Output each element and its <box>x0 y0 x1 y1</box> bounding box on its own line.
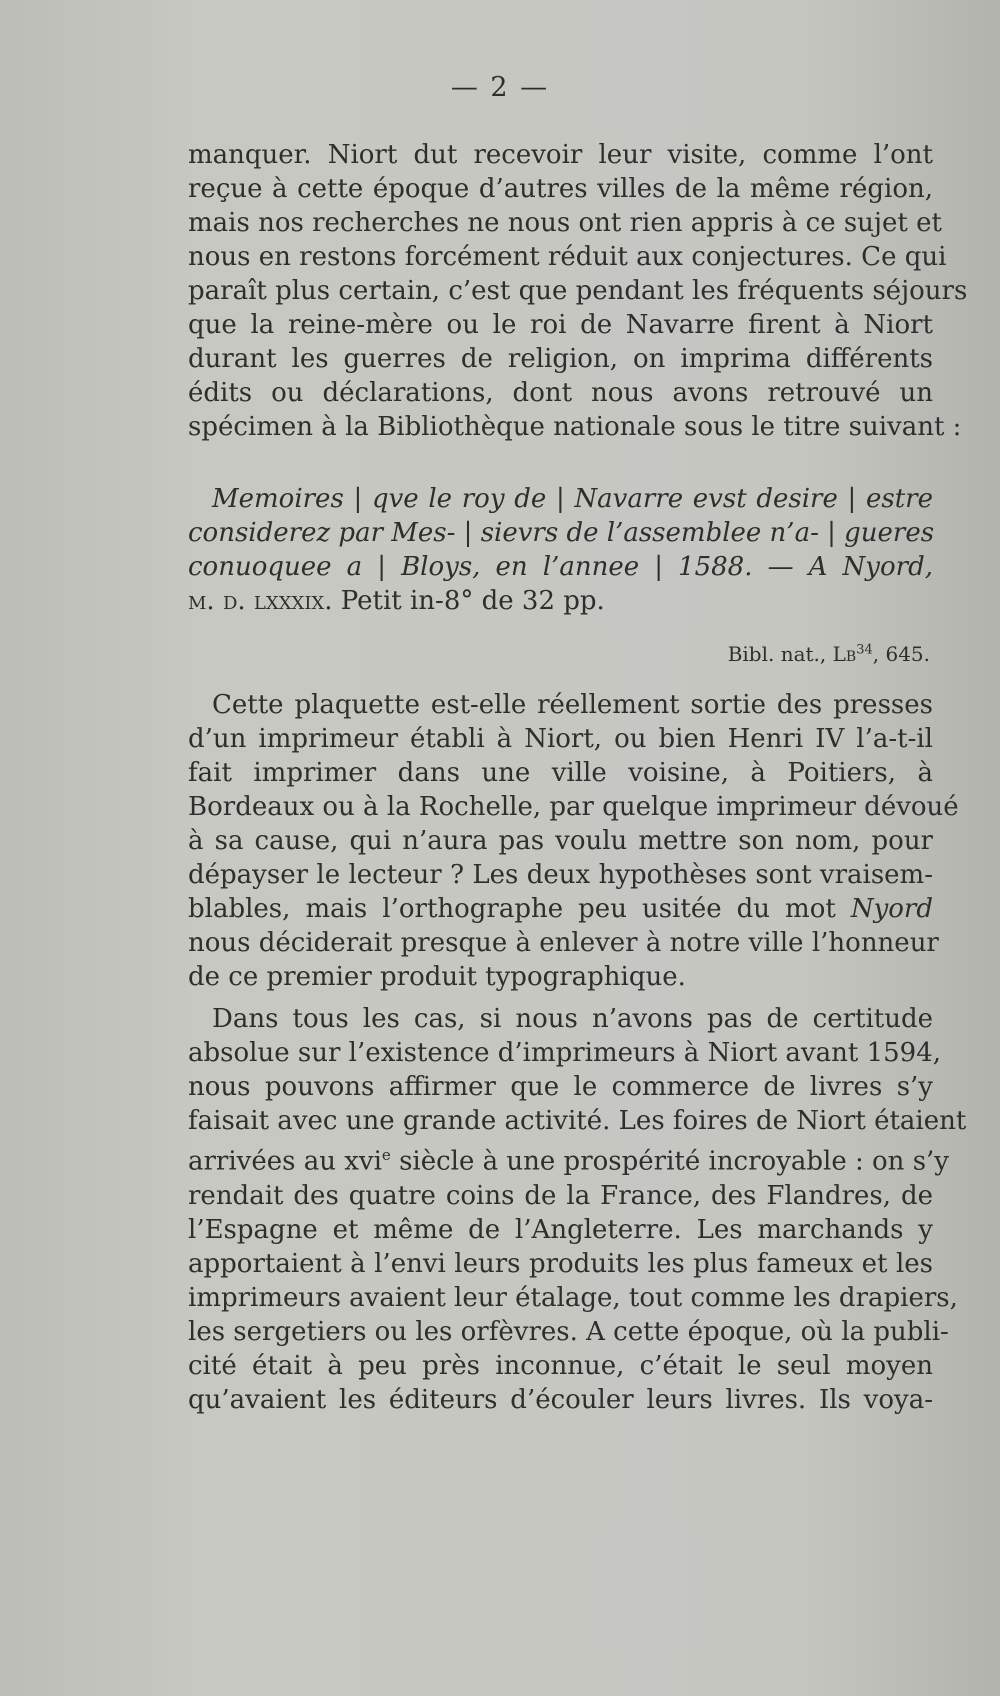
text-line: les sergetiers ou les orfèvres. A cette époque, où la publi- <box>188 1316 949 1347</box>
reference-num: , 645. <box>872 642 930 666</box>
text-line: nous déciderait presque à enlever à notre ville l’honneur <box>188 928 939 958</box>
text-line: manquer. Niort dut recevoir leur visite, comme l’ont <box>188 140 933 170</box>
text-line: l’Espagne et même de l’Angleterre. Les marchands y <box>188 1214 933 1245</box>
century-superscript: e <box>381 1146 391 1164</box>
text-line: Bordeaux ou à la Rochelle, par quelque imprimeur dévoué <box>188 792 959 822</box>
text-line <box>188 1138 949 1179</box>
text-line: qu’avaient les éditeurs d’écouler leurs livres. Ils voya- <box>188 1384 933 1415</box>
text-line: édits ou déclarations, dont nous avons retrouvé un <box>188 378 933 408</box>
text-line: apportaient à l’envi leurs produits les plus fameux et les <box>188 1248 933 1279</box>
text-line: mais nos recherches ne nous ont rien appris à ce sujet et <box>188 208 942 238</box>
page-number: — 2 — <box>450 72 550 103</box>
text-line: durant les guerres de religion, on imprima différents <box>188 344 933 374</box>
text-line: reçue à cette époque d’autres villes de la même région, <box>188 174 933 204</box>
text-fragment: arrivées au xvi <box>188 1146 382 1177</box>
emphasized-word: Nyord <box>850 894 933 924</box>
citation-line: Memoires | qve le roy de | Navarre evst desire | estre <box>212 484 933 514</box>
text-line: rendait des quatre coins de la France, des Flandres, de <box>188 1180 933 1211</box>
paragraph-2 <box>188 688 959 994</box>
citation-date: m. d. lxxxix. <box>188 586 333 616</box>
text-line: Dans tous les cas, si nous n’avons pas de certitude <box>212 1004 933 1034</box>
reference-lb: Lb <box>832 642 857 666</box>
text-line: imprimeurs avaient leur étalage, tout comme les drapiers, <box>188 1282 958 1313</box>
text-line: faisait avec une grande activité. Les foires de Niort étaient <box>188 1106 967 1136</box>
library-reference <box>728 642 930 666</box>
text-line: paraît plus certain, c’est que pendant les fréquents séjours <box>188 276 968 306</box>
text-line: spécimen à la Bibliothèque nationale sous le titre suivant : <box>188 412 962 442</box>
text-line: Cette plaquette est-elle réellement sortie des presses <box>212 690 933 720</box>
paragraph-3 <box>188 1002 967 1417</box>
bibliographic-citation <box>188 482 933 618</box>
citation-line <box>188 584 933 618</box>
paragraph-1 <box>188 138 968 444</box>
text-line: dépayser le lecteur ? Les deux hypothèses sont vraisem- <box>188 860 933 890</box>
text-fragment: siècle à une prospérité incroyable : on s’y <box>390 1146 949 1177</box>
text-line: de ce premier produit typographique. <box>188 962 686 992</box>
citation-line: considerez par Mes- | sievrs de l’assemblee n’a- | gueres <box>188 518 935 548</box>
citation-line: conuoquee a | Bloys, en l’annee | 1588. — A Nyord, <box>188 552 933 582</box>
text-line: nous pouvons affirmer que le commerce de livres s’y <box>188 1072 933 1102</box>
citation-format: Petit in-8° de 32 pp. <box>332 586 605 616</box>
reference-text: Bibl. nat., <box>727 642 833 666</box>
reference-sup: 34 <box>856 642 873 658</box>
text-line: que la reine-mère ou le roi de Navarre firent à Niort <box>188 310 933 340</box>
text-line: cité était à peu près inconnue, c’était le seul moyen <box>188 1350 933 1381</box>
text-line: d’un imprimeur établi à Niort, ou bien Henri IV l’a-t-il <box>188 724 933 754</box>
text-line: nous en restons forcément réduit aux conjectures. Ce qui <box>188 242 947 272</box>
text-line: blables, mais l’orthographe peu usitée du mot Nyord <box>188 894 933 924</box>
text-line: fait imprimer dans une ville voisine, à Poitiers, à <box>188 758 933 788</box>
text-line: à sa cause, qui n’aura pas voulu mettre son nom, pour <box>188 826 933 856</box>
text-line: absolue sur l’existence d’imprimeurs à Niort avant 1594, <box>188 1038 942 1068</box>
